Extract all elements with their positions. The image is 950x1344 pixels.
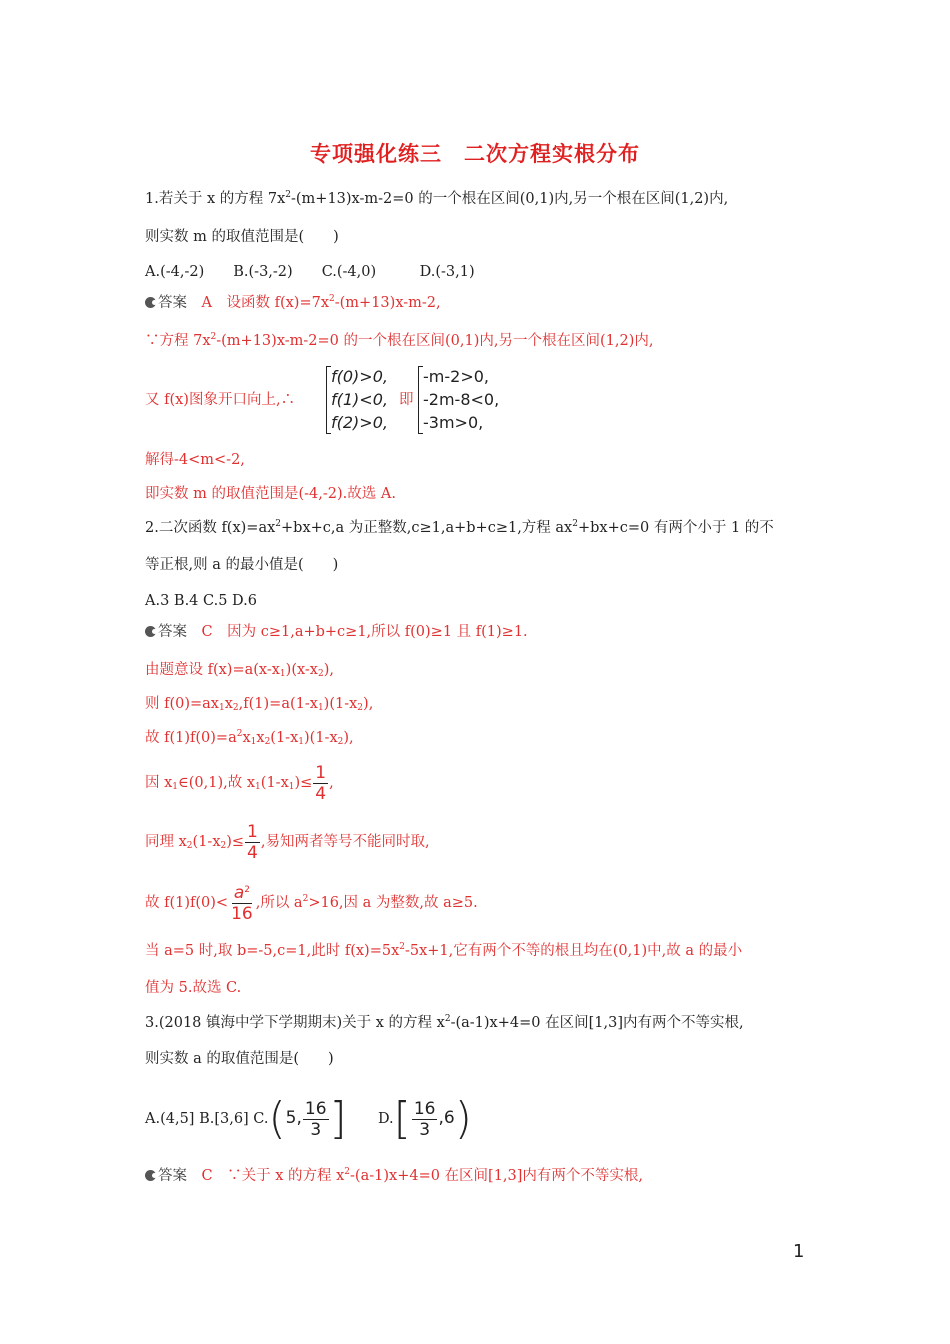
page-number: 1 xyxy=(793,1241,805,1262)
sub: 1 xyxy=(288,782,295,792)
text: 由题意设 f(x)=a(x-x xyxy=(145,662,280,678)
inequality: -2m-8<0, xyxy=(423,390,500,409)
text: 同理 x xyxy=(145,834,187,850)
fraction-16-over-3 xyxy=(303,1099,329,1140)
answer-text-rest: -(m+13)x-m-2, xyxy=(334,295,441,311)
denominator: 16 xyxy=(231,903,253,924)
sub: 1 xyxy=(219,703,225,713)
sub: 1 xyxy=(279,669,286,679)
sup: 2 xyxy=(275,519,282,529)
q3-stem-line1 xyxy=(145,1012,744,1034)
text: 当 a=5 时,取 b=-5,c=1,此时 f(x)=5x xyxy=(145,943,400,959)
sub: 2 xyxy=(186,841,193,851)
text: ,所以 a xyxy=(255,895,303,911)
q2-solution-line7 xyxy=(145,940,742,962)
text: )≤ xyxy=(294,775,313,791)
sub: 1 xyxy=(172,782,179,792)
fraction-one-quarter xyxy=(245,822,260,863)
system-right xyxy=(423,365,499,434)
sup: 2 xyxy=(444,1014,451,1024)
text: (1-x xyxy=(270,730,299,746)
q2-stem-text: +bx+c=0 有两个小于 1 的不 xyxy=(577,520,774,536)
sup: 2 xyxy=(302,894,309,904)
sub: 2 xyxy=(357,703,364,713)
left-paren: ( xyxy=(268,1093,286,1144)
numerator: 1 xyxy=(247,821,258,842)
q2-stem-text: +bx+c,a 为正整数,c≥1,a+b+c≥1,方程 ax xyxy=(281,520,573,536)
numerator: 1 xyxy=(315,762,327,783)
sub: 1 xyxy=(255,782,261,792)
sup: 2 xyxy=(344,1167,351,1177)
answer-label: 答案 xyxy=(158,624,187,640)
text: ), xyxy=(343,730,354,746)
text: )(1-x xyxy=(323,696,358,712)
text: -5x+1,它有两个不等的根且均在(0,1)中,故 a 的最小 xyxy=(404,943,743,959)
fraction-a-squared-over-16 xyxy=(229,883,255,924)
q2-solution-line5 xyxy=(145,821,430,863)
q1-solution-line5: 即实数 m 的取值范围是(-4,-2).故选 A. xyxy=(145,486,396,502)
q3-answer-line xyxy=(145,1165,643,1187)
q2-answer-line xyxy=(145,621,528,643)
right-bracket: ] xyxy=(329,1093,347,1144)
sup: 2 xyxy=(285,190,291,200)
text: -(a-1)x+4=0 在区间[1,3]内有两个不等实根, xyxy=(450,1015,744,1031)
sub: 2 xyxy=(264,737,271,747)
sub: 1 xyxy=(250,737,257,747)
text: ∵关于 x 的方程 x xyxy=(227,1168,345,1184)
fraction-one-quarter xyxy=(313,763,328,804)
text: (1-x xyxy=(192,834,221,850)
solution-text: ∵方程 7x xyxy=(145,333,211,349)
q1-options: A.(-4,-2) B.(-3,-2) C.(-4,0) D.(-3,1) xyxy=(145,264,475,280)
text: 因 x xyxy=(145,775,173,791)
answer-label: 答案 xyxy=(158,295,187,311)
text: 3.(2018 镇海中学下学期期末)关于 x 的方程 x xyxy=(145,1015,445,1031)
text: 故 f(1)f(0)< xyxy=(145,895,229,911)
sup: 2 xyxy=(329,294,335,304)
sup: 2 xyxy=(399,942,405,952)
sup: 2 xyxy=(236,729,243,739)
q1-stem-line1 xyxy=(145,188,728,210)
text: ∈(0,1),故 x xyxy=(178,775,256,791)
q1-solution-line4: 解得-4<m<-2, xyxy=(145,452,245,468)
page-title: 专项强化练三 二次方程实根分布 xyxy=(310,142,640,166)
answer-text: 设函数 f(x)=7x xyxy=(226,295,330,311)
text: ), xyxy=(363,696,374,712)
answer-text: 因为 c≥1,a+b+c≥1,所以 f(0)≥1 且 f(1)≥1. xyxy=(227,624,528,640)
text: ,6 xyxy=(438,1108,455,1128)
text: )(1-x xyxy=(304,730,338,746)
inequality: f(0)>0, xyxy=(331,367,388,386)
q2-solution-line1 xyxy=(145,659,334,681)
q3-stem-line2: 则实数 a 的取值范围是( ) xyxy=(145,1051,334,1067)
q2-stem-line1 xyxy=(145,517,774,539)
numerator: 16 xyxy=(413,1098,436,1119)
var-a: a xyxy=(233,882,245,903)
denominator: 3 xyxy=(419,1119,431,1140)
q2-stem-line2: 等正根,则 a 的最小值是( ) xyxy=(145,557,339,573)
inequality: f(2)>0, xyxy=(331,413,388,432)
left-brace xyxy=(418,366,419,434)
sup: 2 xyxy=(210,332,217,342)
denominator: 4 xyxy=(315,783,327,804)
left-bracket: [ xyxy=(393,1093,411,1144)
q1-solution-line2 xyxy=(145,330,653,352)
numerator xyxy=(232,883,252,904)
q2-solution-line3: 故 $f(1)f(0)=a^2x_1x_2(1-x_1)(1-x_2)$, xyxy=(145,729,354,747)
q2-options: A.3 B.4 C.5 D.6 xyxy=(145,593,257,609)
fraction-16-over-3 xyxy=(412,1099,438,1140)
q2-solution-line6 xyxy=(145,880,478,926)
solution-text-rest: -(m+13)x-m-2=0 的一个根在区间(0,1)内,另一个根在区间(1,2)内, xyxy=(216,333,654,349)
text: )(x-x xyxy=(285,662,318,678)
answer-icon xyxy=(145,626,156,637)
sup: 2 xyxy=(572,519,578,529)
sub: 2 xyxy=(317,669,324,679)
text: >16,因 a 为整数,故 a≥5. xyxy=(308,895,478,911)
answer-letter: C xyxy=(201,1168,213,1184)
text: (1-x xyxy=(260,775,289,791)
text: ,易知两者等号不能同时取, xyxy=(260,834,430,850)
answer-icon xyxy=(145,1170,156,1181)
text: ,f(1)=a(1-x xyxy=(238,696,318,712)
sub: 1 xyxy=(298,737,304,747)
text: -(a-1)x+4=0 在区间[1,3]内有两个不等实根, xyxy=(350,1168,644,1184)
q1-answer-line xyxy=(145,292,441,314)
numerator: 16 xyxy=(304,1098,327,1119)
q1-stem-line2: 则实数 m 的取值范围是( ) xyxy=(145,229,339,245)
sub: 2 xyxy=(337,737,344,747)
right-paren: ) xyxy=(454,1093,472,1144)
system-left xyxy=(331,365,388,434)
q2-stem-text: 2.二次函数 f(x)=ax xyxy=(145,520,276,536)
q2-solution-line2: 则 $f(0)=ax_1x_2,f(1)=a(1-x_1)(1-x_2)$, xyxy=(145,696,374,713)
denominator: 4 xyxy=(247,842,258,863)
inequality: -m-2>0, xyxy=(423,367,489,386)
sub: 2 xyxy=(220,841,227,851)
answer-icon xyxy=(145,297,156,308)
inequality: -3m>0, xyxy=(423,413,484,432)
answer-label: 答案 xyxy=(158,1168,187,1184)
sub: 2 xyxy=(232,703,239,713)
text: 则 f(0)=ax xyxy=(145,696,219,712)
answer-letter: C xyxy=(201,624,213,640)
sub: 1 xyxy=(317,703,324,713)
q1-stem-text: 1.若关于 x 的方程 7x xyxy=(145,191,286,207)
inequality: f(1)<0, xyxy=(331,390,388,409)
text: 故 f(1)f(0)=a xyxy=(145,730,237,746)
answer-letter: A xyxy=(201,295,212,311)
text: , xyxy=(329,775,334,791)
q1-sys-mid: 即 xyxy=(399,392,414,408)
q2-solution-line4 xyxy=(145,762,334,804)
left-brace xyxy=(326,366,327,434)
text: A.(4,5] B.[3,6] C. xyxy=(145,1111,269,1127)
denominator: 3 xyxy=(310,1119,322,1140)
text: )≤ xyxy=(226,834,245,850)
text: 5, xyxy=(285,1108,302,1128)
q1-stem-text-rest: -(m+13)x-m-2=0 的一个根在区间(0,1)内,另一个根在区间(1,2)内, xyxy=(290,191,729,207)
text: D. xyxy=(377,1111,394,1127)
q3-options xyxy=(145,1093,472,1144)
q1-solution-line3: 又 f(x)图象开口向上,∴ xyxy=(145,392,296,408)
q2-solution-line8: 值为 5.故选 C. xyxy=(145,980,242,996)
text: x xyxy=(242,730,251,746)
text: ), xyxy=(323,662,334,678)
sup: 2 xyxy=(244,884,250,895)
